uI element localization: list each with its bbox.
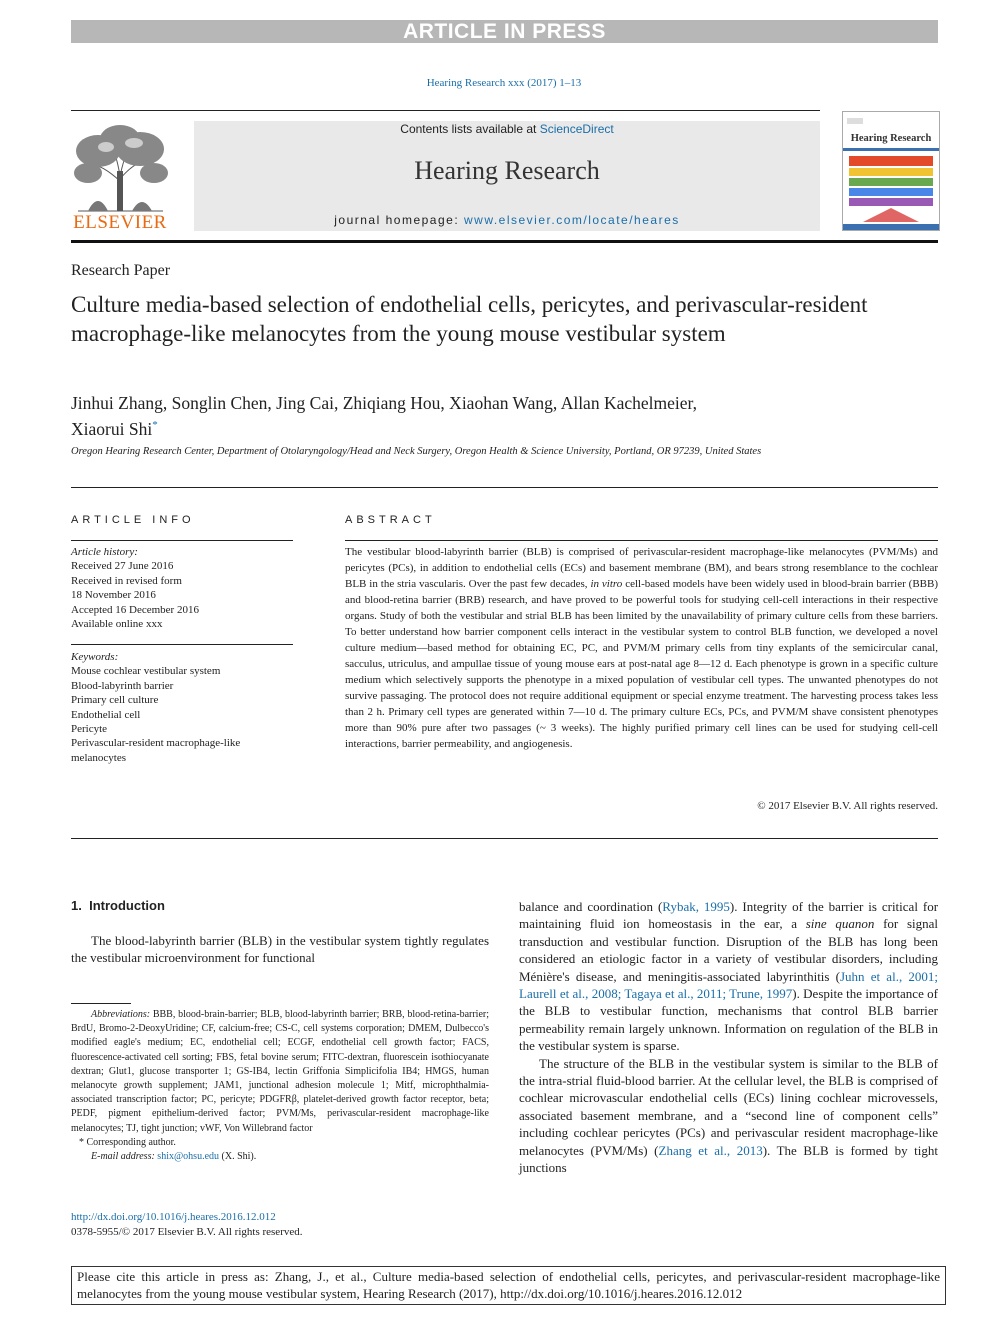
article-in-press-banner: ARTICLE IN PRESS (71, 20, 938, 43)
text-run: balance and coordination ( (519, 899, 663, 914)
abstract-bottom-rule (71, 838, 938, 839)
cover-art-image (843, 112, 939, 230)
authors-line-2 (71, 414, 931, 440)
abbreviations-footnote (71, 1008, 489, 1136)
journal-cover[interactable] (842, 111, 940, 231)
title-block-rule (71, 487, 938, 488)
article-title: Culture media-based selection of endothelial cells, pericytes, and perivascular-resident macrophage-like melanocytes from the young mouse vestibular system (71, 292, 868, 346)
text-run: The structure of the BLB in the vestibular system is similar to the BLB of the intra-strial fluid-blood barrier. At the cellular level, the BLB is comprised of cochlear microvascular endothelial cells (ECs) lining cochlear microvessels, associated basement membrane, and a “second line of component cells” including cochlear pericytes (PCs) and perivascular resident macrophage-like melanocytes (PVM/Ms) ( (519, 1055, 938, 1158)
email-suffix: (X. Shi). (219, 1151, 257, 1163)
keyword-item: Primary cell culture (71, 694, 159, 707)
article-info-rule (71, 540, 293, 541)
cover-title: Hearing Research (850, 133, 932, 144)
intro-left-paragraph: The blood-labyrinth barrier (BLB) in the vestibular system tightly regulates the vestibular microenvironment for functional (71, 933, 489, 966)
keyword-item: Endothelial cell (71, 708, 141, 721)
email-link[interactable]: shix@ohsu.edu (157, 1151, 220, 1163)
intro-heading-number: 1. (71, 898, 82, 913)
please-cite-box: Please cite this article in press as: Zhang, J., et al., Culture media-based selection of endothelial cells, pericytes, and perivascular-resident macrophage-like melanocytes from the young mouse vestibular system, Hearing Research (2017), http://dx.doi.org/10.1016/j.heares.2016.12.012 (71, 1266, 946, 1305)
history-label: Article history: (71, 546, 138, 558)
sciencedirect-link[interactable]: ScienceDirect (539, 122, 614, 136)
italic-run: sine quanon (805, 916, 875, 932)
contents-prefix: Contents lists available at (400, 122, 540, 136)
keyword-item: Mouse cochlear vestibular system (71, 665, 221, 678)
keywords-label: Keywords: (71, 651, 119, 663)
citation-link[interactable]: Rybak, 1995 (662, 899, 730, 914)
keyword-item: Pericyte (71, 723, 108, 736)
contents-line (194, 122, 820, 136)
intro-heading-text: Introduction (89, 898, 165, 913)
citation-link[interactable]: Juhn et al., 2001; Laurell et al., 2008; Tagaya et al., 2011; Trune, 1997 (519, 968, 938, 1002)
text-run: ). Despite the importance of the BLB to vestibular function, mechanisms that control BLB barrier permeability remain largely unknown. Information on regulation of the BLB in the vestibular system is sparse. (519, 986, 938, 1054)
journal-homepage (194, 213, 820, 227)
keywords (71, 650, 293, 765)
article-info-heading: ARTICLE INFO (71, 514, 195, 526)
abstract-part-2: cell-based models have been widely used in blood-brain barrier (BBB) and blood-retina barrier (BRB) research, and have proved to be powerful tools for studying cell-cell interactions in their respective organs. Study of both the vestibular and strial BLB has been limited by the unavailability of primary culture cells from these barriers. To better understand how barrier component cells interact in the vestibular system to control BLB function, we developed a novel culture medium—based method for obtaining EC, PC, and PVM/M primary cells from tiny explants of the semicircular canal, sacculus, utriculus, and ampullae tissue of young mouse ears at post-natal age 8—12 d. Each phenotype is grown in a specific culture medium which selectively supports the phenotype in a mixed population of vestibular cell types. The unwanted phenotypes do not survive passaging. The protocol does not require additional equipment or special enzyme treatment. The harvesting process takes less than 2 h. Primary cell types are generated within 7—10 d. The primary culture ECs, PCs, and PVM/M shave consistent phenotypes more than 90% pure after two passages (~ 3 weeks). The highly purified primary cell lines can be used for studying cell-cell interactions, barrier permeability, and angiogenesis. (345, 578, 938, 750)
email-note (71, 1150, 489, 1164)
author-list (71, 392, 931, 440)
history-item: Available online xxx (71, 618, 163, 631)
abstract-heading: ABSTRACT (345, 514, 436, 526)
elsevier-wordmark: ELSEVIER (73, 212, 167, 233)
keyword-item: Blood-labyrinth barrier (71, 679, 174, 692)
text-run: ). The BLB is formed by tight junctions (519, 1142, 938, 1176)
doi-link[interactable]: http://dx.doi.org/10.1016/j.heares.2016.12.012 (71, 1211, 276, 1223)
corresponding-author-note: * Corresponding author. (79, 1136, 176, 1148)
header-top-rule (71, 110, 820, 111)
abstract-italic: in vitro (590, 578, 623, 590)
issn-copyright: 0378-5955/© 2017 Elsevier B.V. All rights reserved. (71, 1226, 303, 1238)
paper-type: Research Paper (71, 262, 171, 279)
abstract-part-1: The vestibular blood-labyrinth barrier (BLB) is comprised of perivascular-resident macrophage-like melanocytes (PVM/Ms) and pericytes (PCs), in addition to endothelial cells (ECs) and basement membrane (BM), and bears strong resemblance to the cochlear BLB in the stria vascularis. Over the past few decades, (345, 546, 938, 590)
text-run: for signal transduction and vestibular function. Disruption of the BLB has long been considered an etiologic factor in a variety of vestibular disorders, including Ménière's disease, and meningitis-associated labyrinthitis ( (519, 916, 938, 984)
keyword-item: melanocytes (71, 751, 126, 764)
history-item: Received in revised form (71, 574, 182, 587)
abstract-rule (345, 540, 938, 541)
abstract-copyright: © 2017 Elsevier B.V. All rights reserved. (757, 800, 938, 812)
homepage-link[interactable]: www.elsevier.com/locate/heares (464, 213, 680, 227)
abbreviations-text: BBB, blood-brain-barrier; BLB, blood-labyrinth barrier; BRB, blood-retina-barrier; BrdU, Bromo-2-DeoxyUridine; CF, calcium-free; CS-C, cell systems corporation; DMEM, Dulbecco's modified eagle's medium; EC, endothelial cell; ECGF, endothelial cell growth factor; FACS, fluorescence-activated cell sorting; FBS, fetal bovine serum; FITC-dextran, fluorescein isothiocyanate dextran; Glut1, glucose transporter 1; GS-IB4, lectin Griffonia Simplicifolia IB4; HMGS, human melanocyte growth supplement; JAM1, junctional adhesion molecule 1; Mitf, microphthalmia-associated transcription factor; PC, pericyte; PDGFRβ, platelet-derived growth factor receptor, beta; PEDF, pigment epithelium-derived factor; PVM/Ms, perivascular-resident macrophage-like melanocytes; TJ, tight junction; vWF, Von Willebrand factor (71, 1009, 489, 1134)
last-author: Xiaorui Shi (71, 418, 153, 439)
intro-right-column (519, 898, 938, 1177)
article-history (71, 545, 293, 631)
history-item: 18 November 2016 (71, 589, 156, 602)
intro-right-paragraph-2 (519, 1055, 938, 1177)
history-item: Received 27 June 2016 (71, 560, 174, 573)
header-bottom-rule (71, 240, 938, 243)
email-label: E-mail address: (91, 1151, 158, 1163)
abstract-body (345, 544, 938, 752)
citation-link[interactable]: Zhang et al., 2013 (658, 1142, 763, 1158)
intro-heading (71, 898, 165, 913)
footnotes (71, 1008, 489, 1164)
authors-line-1: Jinhui Zhang, Songlin Chen, Jing Cai, Zhiqiang Hou, Xiaohan Wang, Allan Kachelmeier, (71, 393, 698, 413)
abbreviations-label: Abbreviations: (91, 1009, 151, 1020)
corresponding-author-mark[interactable]: * (152, 419, 158, 431)
affiliation: Oregon Hearing Research Center, Department of Otolaryngology/Head and Neck Surgery, Oregon Health & Science University, Portland, OR 97239, United States (71, 446, 762, 457)
journal-name: Hearing Research (414, 156, 600, 185)
footnote-rule (71, 1003, 131, 1004)
intro-right-paragraph-1 (519, 898, 938, 1055)
history-item: Accepted 16 December 2016 (71, 603, 199, 616)
text-run: ). Integrity of the barrier is critical for maintaining fluid ion homeostasis in the ear, a (519, 899, 939, 932)
keyword-item: Perivascular-resident macrophage-like (71, 737, 241, 750)
homepage-prefix: journal homepage: (334, 213, 464, 227)
keywords-rule (71, 644, 293, 645)
journal-citation: Hearing Research xxx (2017) 1–13 (426, 77, 582, 89)
